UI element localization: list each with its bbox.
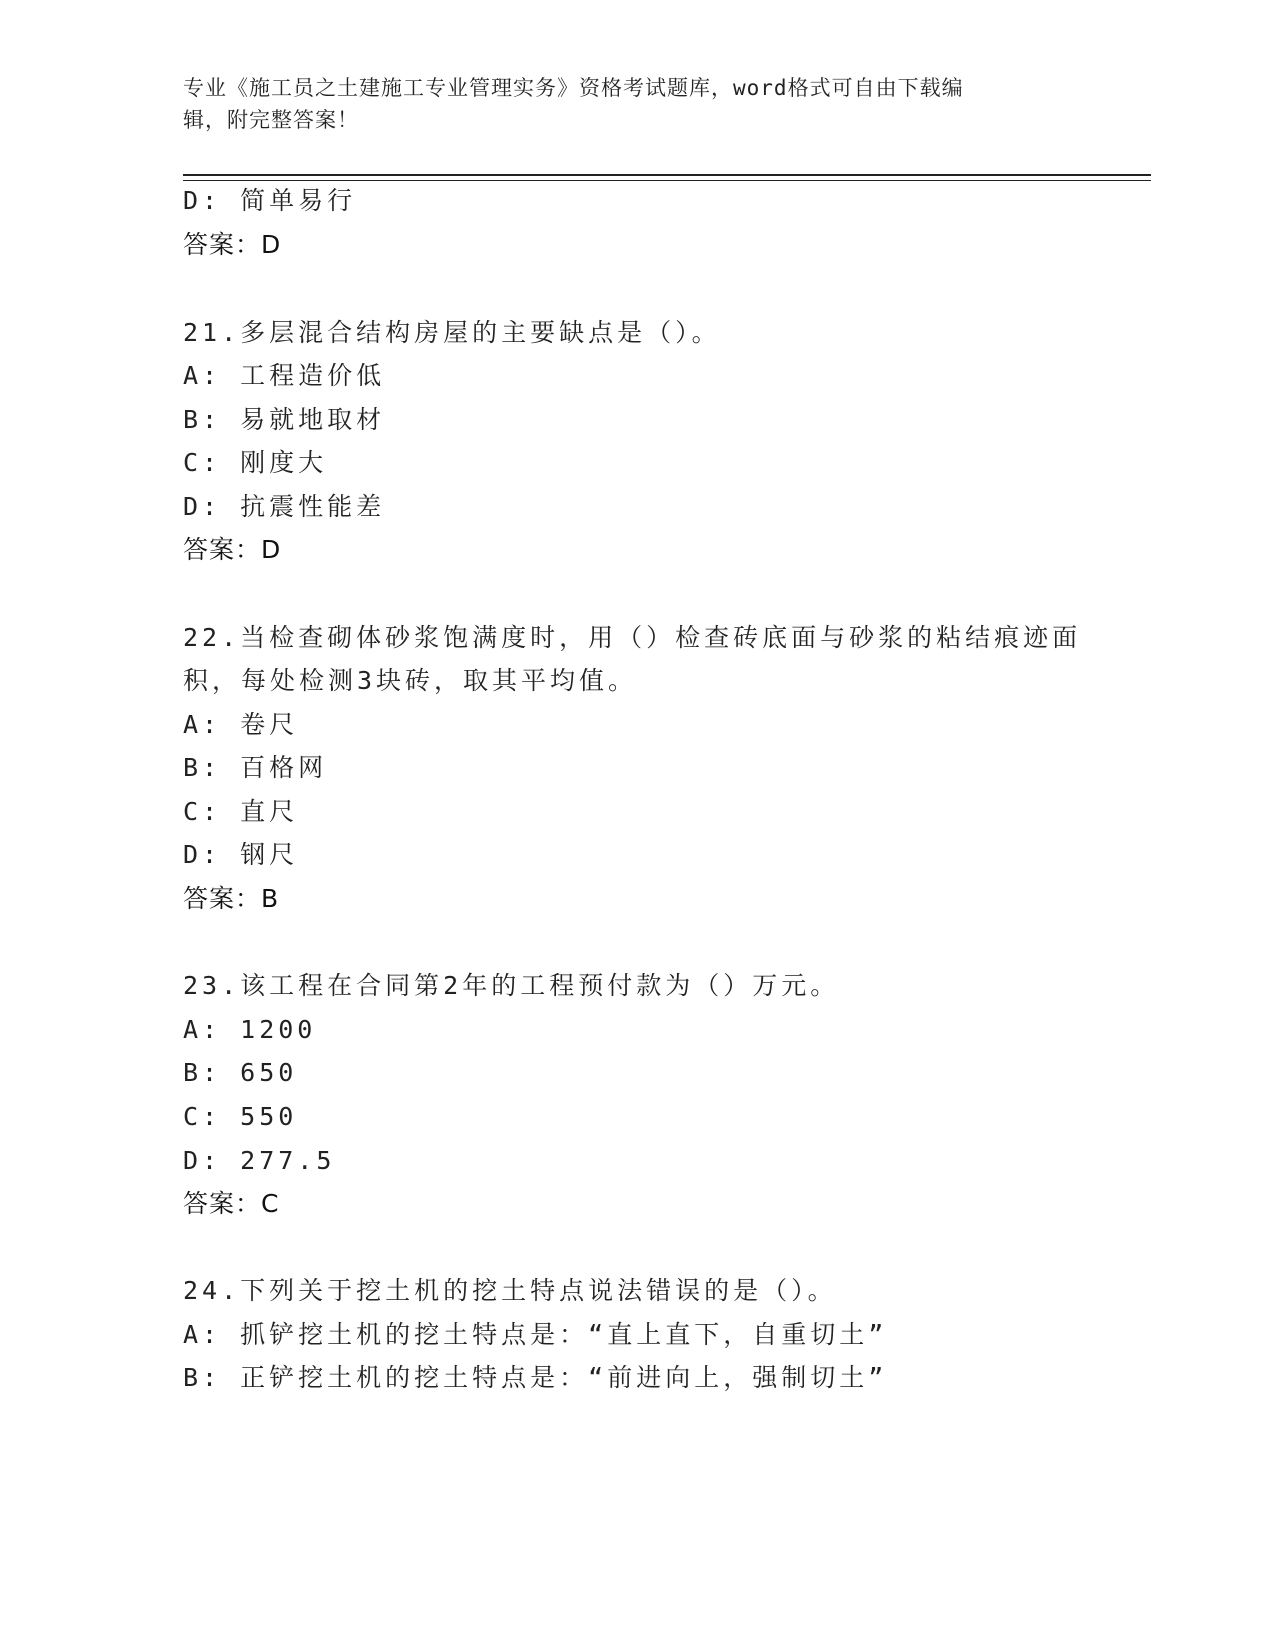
q21-option-c: C: 刚度大 bbox=[183, 448, 328, 477]
header-divider-thin bbox=[183, 180, 1151, 181]
header-divider-thick bbox=[183, 174, 1151, 176]
q24-stem: 24.下列关于挖土机的挖土特点说法错误的是（）。 bbox=[183, 1276, 837, 1305]
q22-option-b: B: 百格网 bbox=[183, 753, 328, 782]
q23-option-d: D: 277.5 bbox=[183, 1146, 336, 1175]
q21-answer: 答案：D bbox=[183, 535, 282, 564]
q23-option-b: B: 650 bbox=[183, 1058, 298, 1087]
q22-stem-line-2: 积，每处检测3块砖，取其平均值。 bbox=[183, 666, 638, 695]
q21-option-d: D: 抗震性能差 bbox=[183, 492, 386, 521]
header-line-1: 专业《施工员之土建施工专业管理实务》资格考试题库，word格式可自由下载编 bbox=[183, 76, 964, 100]
q22-answer: 答案：B bbox=[183, 884, 280, 913]
document-header bbox=[183, 72, 1063, 136]
q22-option-a: A: 卷尺 bbox=[183, 710, 299, 739]
q23-stem: 23.该工程在合同第2年的工程预付款为（）万元。 bbox=[183, 971, 840, 1000]
q21-option-b: B: 易就地取材 bbox=[183, 405, 386, 434]
q23-option-a: A: 1200 bbox=[183, 1015, 317, 1044]
prev-answer: 答案：D bbox=[183, 230, 282, 259]
prev-option-d: D: 简单易行 bbox=[183, 186, 357, 215]
q21-stem: 21.多层混合结构房屋的主要缺点是（）。 bbox=[183, 318, 721, 347]
header-line-2: 辑，附完整答案！ bbox=[183, 108, 359, 132]
q23-option-c: C: 550 bbox=[183, 1102, 298, 1131]
q24-option-a: A: 抓铲挖土机的挖土特点是：“直上直下，自重切土” bbox=[183, 1320, 888, 1349]
q22-option-c: C: 直尺 bbox=[183, 797, 299, 826]
q21-option-a: A: 工程造价低 bbox=[183, 361, 386, 390]
q22-option-d: D: 钢尺 bbox=[183, 840, 299, 869]
q23-answer: 答案：C bbox=[183, 1189, 280, 1218]
q24-option-b: B: 正铲挖土机的挖土特点是：“前进向上，强制切土” bbox=[183, 1363, 888, 1392]
q22-stem-line-1: 22.当检查砌体砂浆饱满度时，用（）检查砖底面与砂浆的粘结痕迹面 bbox=[183, 623, 1082, 652]
